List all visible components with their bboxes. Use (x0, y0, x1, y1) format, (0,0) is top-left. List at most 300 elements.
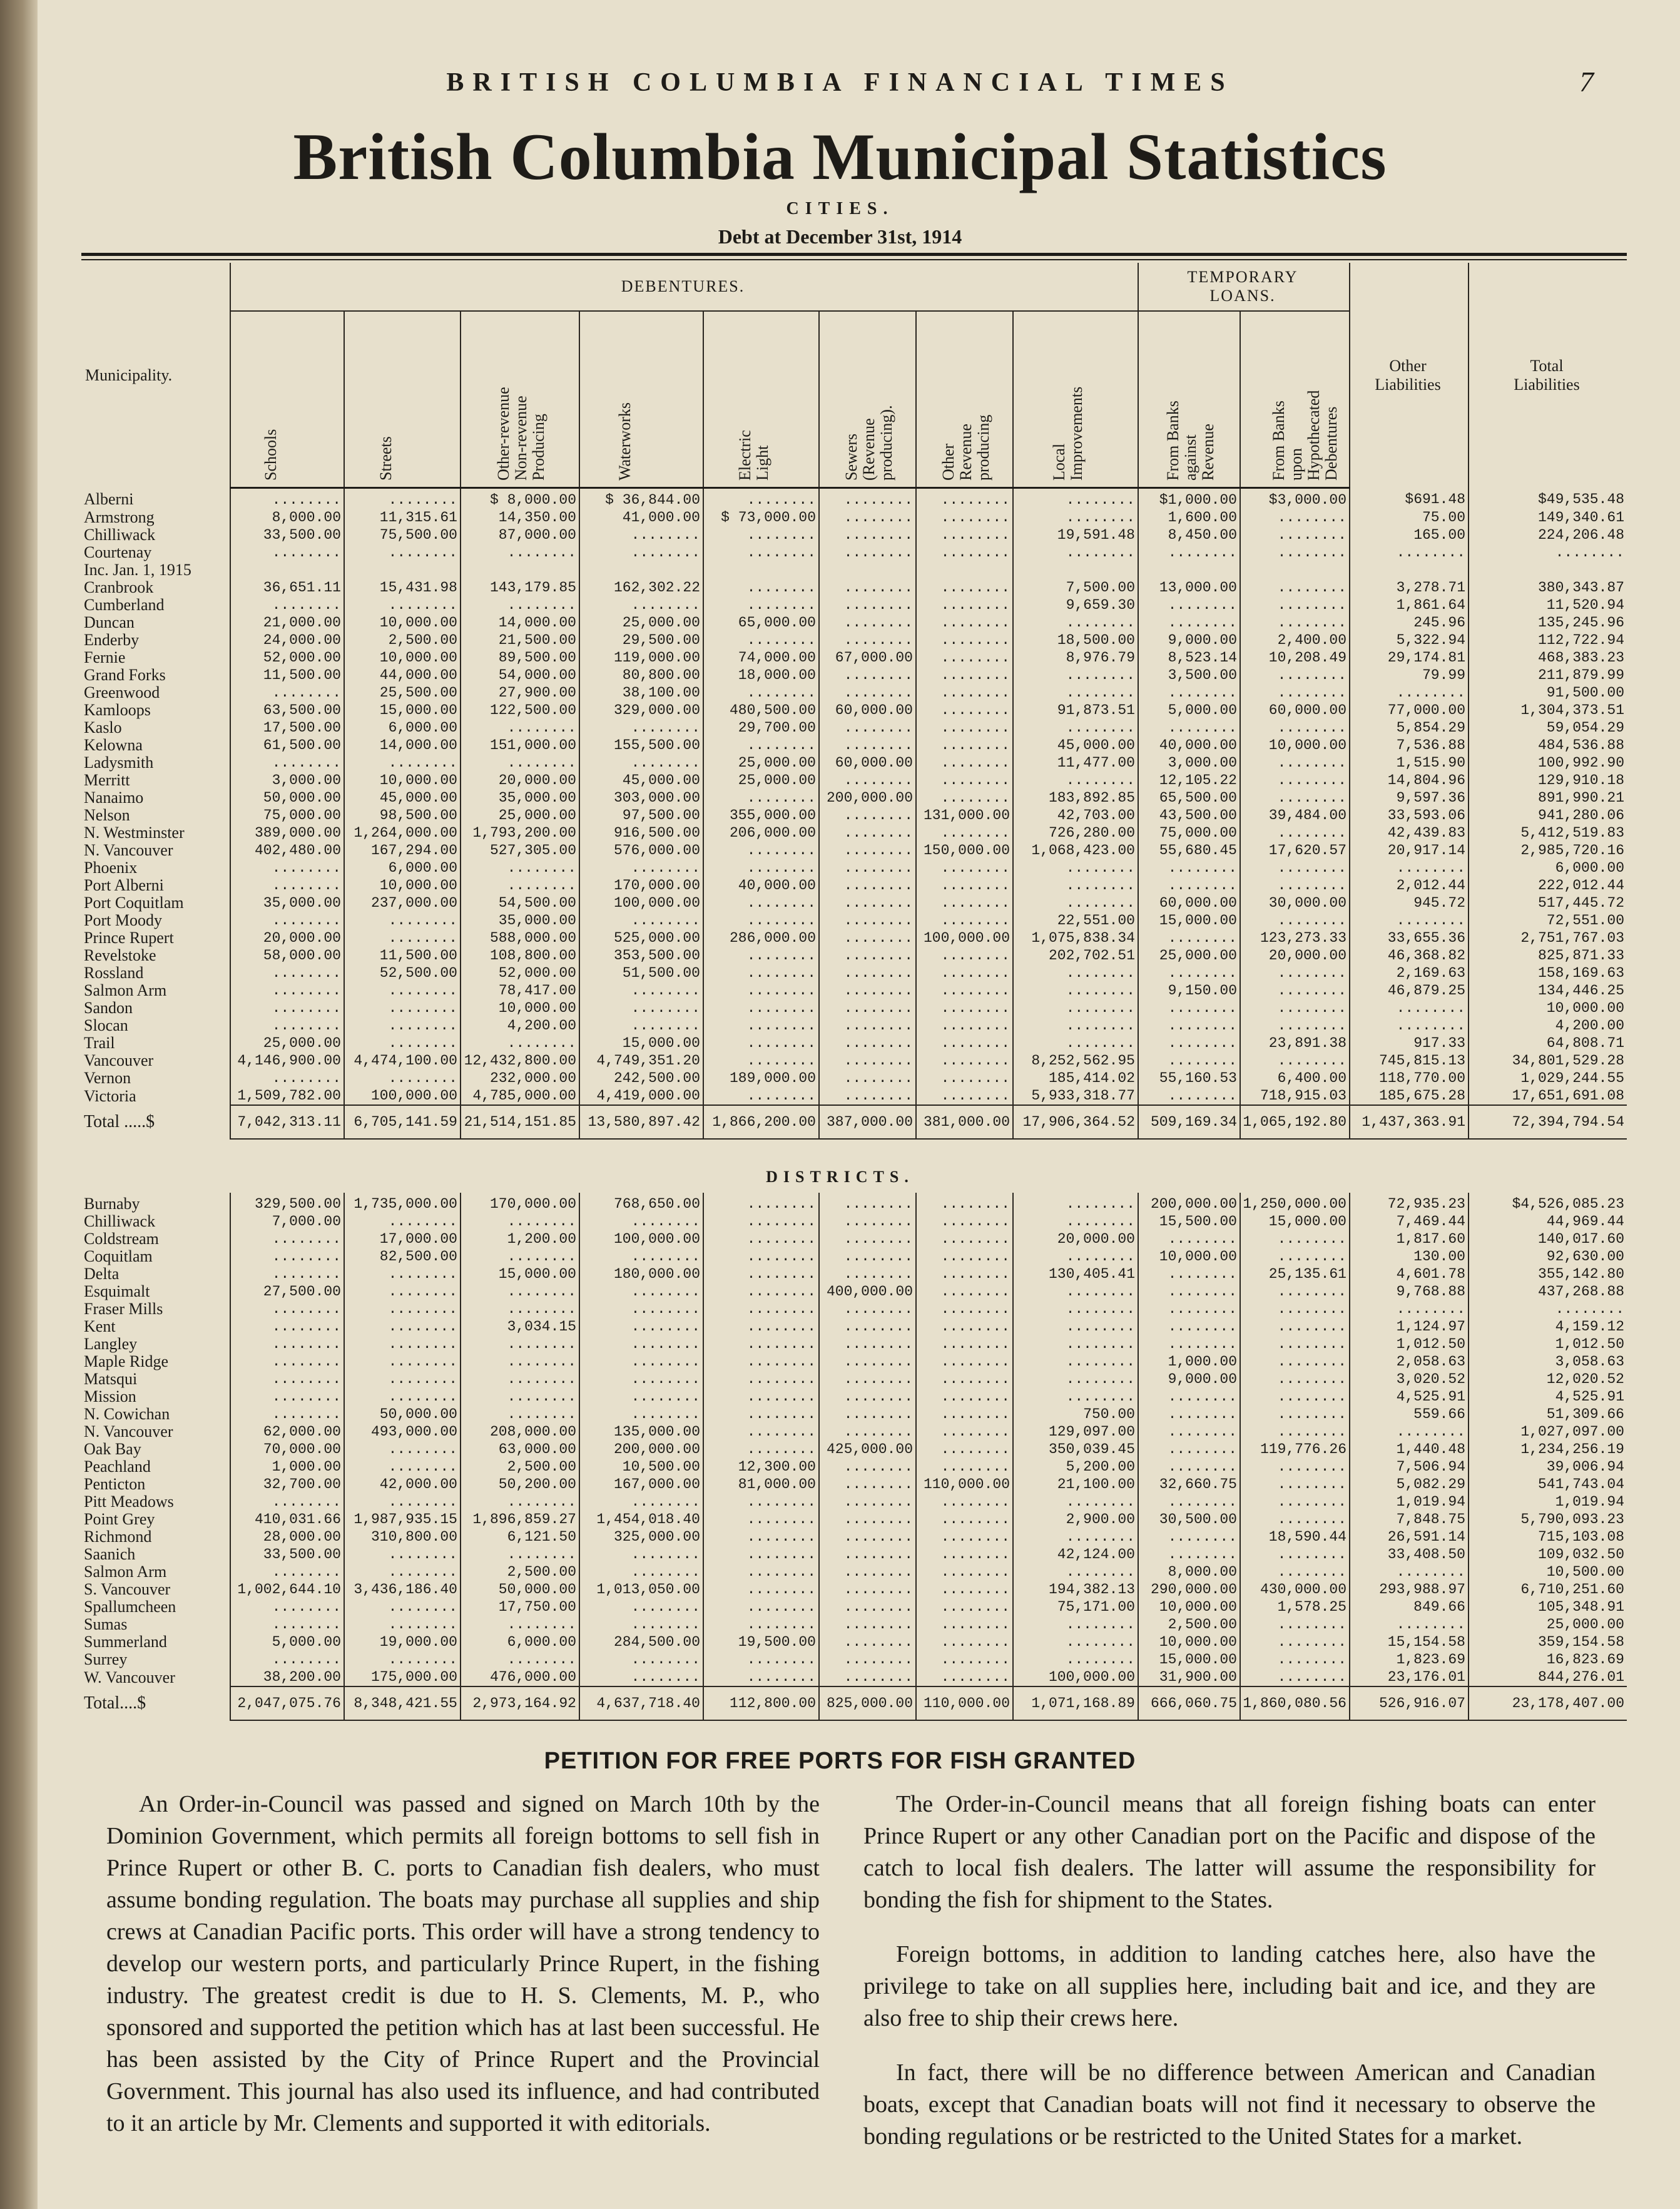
table-cell: 3,500.00 (1138, 666, 1240, 684)
table-cell: 50,200.00 (461, 1476, 579, 1493)
table-cell: ........ (916, 1493, 1013, 1511)
table-cell: 15,000.00 (1138, 912, 1240, 929)
table-cell: ........ (230, 859, 344, 877)
municipality-name: Chilliwack (84, 1213, 156, 1230)
table-cell: ........ (461, 1388, 579, 1405)
table-cell: ........ (916, 1300, 1013, 1318)
table-cell: ........ (579, 859, 703, 877)
table-cell: 355,142.80 (1469, 1265, 1627, 1283)
table-cell: ........ (703, 1248, 819, 1265)
table-cell: 410,031.66 (230, 1511, 344, 1528)
total-cell: 2,973,164.92 (461, 1686, 579, 1720)
table-cell: ........ (579, 1318, 703, 1335)
table-cell: $ 36,844.00 (579, 488, 703, 509)
table-cell: ........ (916, 1651, 1013, 1668)
temporary-loans-group-header: TEMPORARY LOANS. (1138, 263, 1350, 311)
table-cell: ........ (819, 1546, 916, 1563)
total-row (81, 1105, 1627, 1139)
total-label: Total....$ (84, 1693, 146, 1713)
total-cell: 7,042,313.11 (230, 1105, 344, 1139)
table-cell: 5,790,093.23 (1469, 1511, 1627, 1528)
table-cell: 206,000.00 (703, 824, 819, 842)
municipality-name: Coquitlam (84, 1248, 153, 1265)
table-cell: 245.96 (1350, 614, 1469, 631)
column-header-streets: Streets (344, 311, 461, 488)
municipality-name: Saanich (84, 1546, 136, 1563)
municipality-name: Nanaimo (84, 789, 144, 807)
table-cell: ........ (916, 1563, 1013, 1581)
table-cell: 52,500.00 (344, 964, 461, 982)
table-cell: 1,440.48 (1350, 1441, 1469, 1458)
table-cell: 118,770.00 (1350, 1069, 1469, 1087)
table-cell: ........ (1240, 1493, 1350, 1511)
table-cell: ........ (344, 912, 461, 929)
table-cell: 430,000.00 (1240, 1581, 1350, 1598)
table-cell (1138, 561, 1240, 579)
table-cell (230, 561, 344, 579)
table-cell: ........ (1240, 1388, 1350, 1405)
table-cell: 849.66 (1350, 1598, 1469, 1616)
table-cell: ........ (230, 596, 344, 614)
table-cell: 16,823.69 (1469, 1651, 1627, 1668)
table-cell: ........ (916, 1017, 1013, 1034)
table-cell: 180,000.00 (579, 1265, 703, 1283)
table-cell: ........ (703, 1193, 819, 1213)
table-cell: 3,000.00 (230, 772, 344, 789)
table-cell (819, 561, 916, 579)
table-cell: ........ (819, 964, 916, 982)
table-cell: ........ (1013, 1528, 1138, 1546)
municipality-name: Nelson (84, 807, 130, 824)
table-cell: ........ (1240, 1283, 1350, 1300)
municipality-name: Kamloops (84, 701, 151, 719)
total-cell: 1,065,192.80 (1240, 1105, 1350, 1139)
table-cell: ........ (344, 982, 461, 999)
table-cell: 541,743.04 (1469, 1476, 1627, 1493)
table-cell: ........ (819, 1248, 916, 1265)
table-cell: 527,305.00 (461, 842, 579, 859)
table-cell: 3,034.15 (461, 1318, 579, 1335)
table-cell: 242,500.00 (579, 1069, 703, 1087)
table-cell: ........ (230, 488, 344, 509)
municipality-name: Sandon (84, 999, 133, 1017)
table-cell: 917.33 (1350, 1034, 1469, 1052)
table-cell: ........ (230, 999, 344, 1017)
table-cell: 1,304,373.51 (1469, 701, 1627, 719)
table-cell: 25,000.00 (579, 614, 703, 631)
table-cell: ........ (703, 912, 819, 929)
table-row (81, 1265, 1627, 1283)
table-cell: ........ (1138, 859, 1240, 877)
table-cell: 17,620.57 (1240, 842, 1350, 859)
table-cell: 65,000.00 (703, 614, 819, 631)
table-cell: ........ (703, 1616, 819, 1633)
municipality-name: Victoria (84, 1087, 136, 1105)
table-cell: ........ (819, 719, 916, 737)
table-cell: 81,000.00 (703, 1476, 819, 1493)
table-cell: ........ (1350, 912, 1469, 929)
table-row (81, 947, 1627, 964)
municipality-name: Matsqui (84, 1370, 138, 1388)
table-cell (1240, 561, 1350, 579)
table-cell: ........ (819, 1511, 916, 1528)
table-cell: 58,000.00 (230, 947, 344, 964)
table-row (81, 1441, 1627, 1458)
table-cell: ........ (703, 579, 819, 596)
table-cell: ........ (344, 1283, 461, 1300)
table-cell: ........ (819, 1476, 916, 1493)
table-cell: 303,000.00 (579, 789, 703, 807)
table-cell: ........ (916, 877, 1013, 894)
table-cell: 4,419,000.00 (579, 1087, 703, 1105)
table-cell: ........ (344, 1335, 461, 1353)
table-row (81, 1458, 1627, 1476)
table-cell: ........ (1013, 1017, 1138, 1034)
table-row (81, 824, 1627, 842)
table-cell: ........ (344, 1493, 461, 1511)
table-cell: ........ (344, 1318, 461, 1335)
table-cell: ........ (344, 544, 461, 561)
table-cell: ........ (703, 1213, 819, 1230)
table-cell: 2,500.00 (461, 1563, 579, 1581)
table-cell: 45,000.00 (579, 772, 703, 789)
table-cell: 286,000.00 (703, 929, 819, 947)
table-cell: 15,154.58 (1350, 1633, 1469, 1651)
table-cell: ........ (916, 526, 1013, 544)
table-row (81, 999, 1627, 1017)
table-cell: 167,294.00 (344, 842, 461, 859)
table-cell: ........ (703, 1265, 819, 1283)
table-cell: 17,651,691.08 (1469, 1087, 1627, 1105)
table-cell: 402,480.00 (230, 842, 344, 859)
table-cell: 32,660.75 (1138, 1476, 1240, 1493)
table-cell: ........ (703, 1563, 819, 1581)
table-cell: 5,000.00 (1138, 701, 1240, 719)
table-cell: 3,020.52 (1350, 1370, 1469, 1388)
table-cell: 4,525.91 (1350, 1388, 1469, 1405)
table-cell: 31,900.00 (1138, 1668, 1240, 1686)
table-row (81, 1034, 1627, 1052)
table-cell: 10,000.00 (344, 877, 461, 894)
table-cell: 20,000.00 (1013, 1230, 1138, 1248)
table-cell: ........ (1013, 859, 1138, 877)
table-cell: ........ (916, 982, 1013, 999)
table-cell: 559.66 (1350, 1405, 1469, 1423)
table-cell: 129,910.18 (1469, 772, 1627, 789)
municipality-name: Prince Rupert (84, 929, 174, 947)
table-cell: 1,515.90 (1350, 754, 1469, 772)
table-row (81, 649, 1627, 666)
table-cell: ........ (230, 1651, 344, 1668)
table-row (81, 1651, 1627, 1668)
table-cell: ........ (916, 1318, 1013, 1335)
table-cell: 1,250,000.00 (1240, 1193, 1350, 1213)
table-cell: ........ (579, 1370, 703, 1388)
table-row (81, 1213, 1627, 1230)
article-paragraph: Foreign bottoms, in addition to landing catches here, also have the privilege to take on all supplies here, including bait and ice, and they are also free to ship their crews here. (863, 1941, 1596, 2031)
table-cell: 54,000.00 (461, 666, 579, 684)
table-cell: 4,200.00 (1469, 1017, 1627, 1034)
table-cell: ........ (1013, 1388, 1138, 1405)
table-cell: ........ (579, 1283, 703, 1300)
table-cell: $1,000.00 (1138, 488, 1240, 509)
table-cell: ........ (1013, 1283, 1138, 1300)
table-cell: ........ (1013, 1193, 1138, 1213)
table-cell: ........ (344, 1651, 461, 1668)
table-cell: ........ (1240, 772, 1350, 789)
table-cell: 1,075,838.34 (1013, 929, 1138, 947)
table-cell: 4,601.78 (1350, 1265, 1469, 1283)
table-cell: 60,000.00 (819, 701, 916, 719)
table-row (81, 964, 1627, 982)
table-cell: 400,000.00 (819, 1283, 916, 1300)
section-subtitle: CITIES. (786, 199, 894, 218)
table-cell: 9,597.36 (1350, 789, 1469, 807)
table-cell: ........ (1240, 754, 1350, 772)
table-row (81, 894, 1627, 912)
table-cell: 30,500.00 (1138, 1511, 1240, 1528)
table-cell: ........ (1350, 859, 1469, 877)
table-cell: 10,500.00 (1469, 1563, 1627, 1581)
running-head: BRITISH COLUMBIA FINANCIAL TIMES (446, 68, 1234, 97)
total-cell: 110,000.00 (916, 1686, 1013, 1720)
table-cell: 33,500.00 (230, 1546, 344, 1563)
municipality-name: Kelowna (84, 737, 143, 754)
table-cell: 3,278.71 (1350, 579, 1469, 596)
table-cell: ........ (916, 666, 1013, 684)
municipality-name: Spallumcheen (84, 1598, 176, 1616)
table-row (81, 631, 1627, 649)
table-cell: ........ (916, 824, 1013, 842)
table-cell: ........ (916, 912, 1013, 929)
table-cell: ........ (1240, 999, 1350, 1017)
table-cell: 55,680.45 (1138, 842, 1240, 859)
table-cell: 6,400.00 (1240, 1069, 1350, 1087)
table-cell: ........ (916, 1405, 1013, 1423)
table-row (81, 614, 1627, 631)
table-cell: 1,012.50 (1469, 1335, 1627, 1353)
table-cell: ........ (1240, 1458, 1350, 1476)
table-cell: 4,525.91 (1469, 1388, 1627, 1405)
table-cell: ........ (461, 1546, 579, 1563)
table-cell: 14,350.00 (461, 509, 579, 526)
table-cell: $3,000.00 (1240, 488, 1350, 509)
table-cell (1469, 561, 1627, 579)
municipality-name: Surrey (84, 1651, 128, 1668)
table-cell: 5,200.00 (1013, 1458, 1138, 1476)
table-cell: ........ (1013, 1353, 1138, 1370)
table-cell: 33,593.06 (1350, 807, 1469, 824)
table-cell: ........ (579, 719, 703, 737)
table-cell: ........ (703, 789, 819, 807)
table-cell: 23,891.38 (1240, 1034, 1350, 1052)
table-cell: ........ (703, 1017, 819, 1034)
table-cell: 35,000.00 (461, 912, 579, 929)
table-cell: ........ (1013, 1563, 1138, 1581)
table-cell: 25,000.00 (230, 1034, 344, 1052)
table-cell: ........ (916, 719, 1013, 737)
table-cell: 25,000.00 (461, 807, 579, 824)
table-cell: 79.99 (1350, 666, 1469, 684)
table-cell: 11,500.00 (344, 947, 461, 964)
table-cell: 8,976.79 (1013, 649, 1138, 666)
table-cell: $ 73,000.00 (703, 509, 819, 526)
table-cell: 15,431.98 (344, 579, 461, 596)
table-cell: ........ (1013, 544, 1138, 561)
table-cell: 1,454,018.40 (579, 1511, 703, 1528)
table-cell: ........ (230, 1598, 344, 1616)
table-cell: ........ (579, 1213, 703, 1230)
table-cell: 52,000.00 (230, 649, 344, 666)
municipality-name: Delta (84, 1265, 120, 1283)
table-cell: 100,000.00 (1013, 1668, 1138, 1686)
table-cell: 72,935.23 (1350, 1193, 1469, 1213)
table-cell: ........ (344, 1017, 461, 1034)
table-cell: ........ (461, 1370, 579, 1388)
table-cell: 50,000.00 (344, 1405, 461, 1423)
table-cell: ........ (1138, 1423, 1240, 1441)
municipality-name: Richmond (84, 1528, 152, 1546)
table-cell: 130.00 (1350, 1248, 1469, 1265)
total-cell: 825,000.00 (819, 1686, 916, 1720)
table-cell: ........ (916, 1668, 1013, 1686)
table-cell: 119,000.00 (579, 649, 703, 666)
table-cell: ........ (579, 999, 703, 1017)
table-cell: ........ (819, 1528, 916, 1546)
table-cell: ........ (344, 1353, 461, 1370)
municipality-name: N. Cowichan (84, 1405, 170, 1423)
table-cell: ........ (703, 631, 819, 649)
table-cell: ........ (819, 772, 916, 789)
table-cell: 715,103.08 (1469, 1528, 1627, 1546)
table-row (81, 1563, 1627, 1581)
table-cell: ........ (1013, 684, 1138, 701)
table-cell: ........ (1240, 1423, 1350, 1441)
table-cell: ........ (344, 1370, 461, 1388)
table-cell: ........ (1240, 859, 1350, 877)
table-cell: ........ (579, 544, 703, 561)
table-cell: ........ (230, 912, 344, 929)
total-row (81, 1686, 1627, 1720)
table-cell: 38,200.00 (230, 1668, 344, 1686)
column-header-total-liabilities: Total Liabilities (1469, 263, 1627, 488)
table-cell: 189,000.00 (703, 1069, 819, 1087)
debt-date: Debt at December 31st, 1914 (718, 225, 962, 248)
municipality-name: Esquimalt (84, 1283, 150, 1300)
table-cell: 143,179.85 (461, 579, 579, 596)
table-cell: 7,536.88 (1350, 737, 1469, 754)
table-cell: ........ (703, 859, 819, 877)
table-cell: ........ (579, 912, 703, 929)
table-cell: ........ (230, 1616, 344, 1633)
table-row (81, 1668, 1627, 1686)
table-cell: 1,019.94 (1469, 1493, 1627, 1511)
table-cell: 23,176.01 (1350, 1668, 1469, 1686)
table-cell: 329,000.00 (579, 701, 703, 719)
table-cell: ........ (1013, 614, 1138, 631)
table-cell: 1,987,935.15 (344, 1511, 461, 1528)
table-cell: ........ (819, 1493, 916, 1511)
table-cell: $4,526,085.23 (1469, 1193, 1627, 1213)
table-cell: ........ (230, 754, 344, 772)
total-label: Total .....$ (84, 1112, 155, 1131)
table-cell: 7,000.00 (230, 1213, 344, 1230)
table-cell: 33,655.36 (1350, 929, 1469, 947)
municipality-name: Port Alberni (84, 877, 164, 894)
table-cell: ........ (819, 1370, 916, 1388)
table-cell: ........ (1240, 824, 1350, 842)
table-row (81, 1087, 1627, 1105)
table-cell: 87,000.00 (461, 526, 579, 544)
table-cell: 135,000.00 (579, 1423, 703, 1441)
table-cell: 10,208.49 (1240, 649, 1350, 666)
column-header-waterworks: Waterworks (579, 311, 703, 488)
table-row (81, 509, 1627, 526)
table-row (81, 596, 1627, 614)
table-row (81, 1017, 1627, 1034)
total-cell: 509,169.34 (1138, 1105, 1240, 1139)
table-cell: 61,500.00 (230, 737, 344, 754)
municipality-name: Phoenix (84, 859, 138, 877)
table-row (81, 772, 1627, 789)
table-cell: ........ (1138, 1528, 1240, 1546)
table-cell: ........ (1469, 1300, 1627, 1318)
table-cell: 1,068,423.00 (1013, 842, 1138, 859)
table-cell: ........ (344, 754, 461, 772)
table-cell: ........ (819, 1300, 916, 1318)
table-cell: ........ (916, 754, 1013, 772)
table-cell: ........ (230, 1353, 344, 1370)
table-cell: ........ (1138, 596, 1240, 614)
table-cell: ........ (344, 1563, 461, 1581)
table-cell: 149,340.61 (1469, 509, 1627, 526)
table-cell: 222,012.44 (1469, 877, 1627, 894)
table-cell: 2,985,720.16 (1469, 842, 1627, 859)
table-cell: ........ (579, 1017, 703, 1034)
table-cell: ........ (819, 737, 916, 754)
municipality-name: Enderby (84, 631, 140, 649)
table-cell: 123,273.33 (1240, 929, 1350, 947)
table-cell: ........ (703, 1388, 819, 1405)
municipality-name: Point Grey (84, 1511, 155, 1528)
table-cell: 105,348.91 (1469, 1598, 1627, 1616)
table-cell (916, 561, 1013, 579)
table-cell: ........ (1138, 614, 1240, 631)
table-cell: ........ (344, 488, 461, 509)
municipality-name: Cumberland (84, 596, 165, 614)
table-cell: 91,873.51 (1013, 701, 1138, 719)
top-rule (81, 253, 1627, 256)
table-cell: 11,315.61 (344, 509, 461, 526)
municipality-name: Ladysmith (84, 754, 154, 772)
table-cell: ........ (230, 1370, 344, 1388)
municipality-name: S. Vancouver (84, 1581, 171, 1598)
table-cell: 480,500.00 (703, 701, 819, 719)
table-cell: 5,412,519.83 (1469, 824, 1627, 842)
table-cell: 100,000.00 (916, 929, 1013, 947)
table-cell: ........ (916, 1213, 1013, 1230)
table-cell: 185,414.02 (1013, 1069, 1138, 1087)
article-paragraph: An Order-in-Council was passed and signed on March 10th by the Dominion Government, which permits all foreign bottoms to sell fish in Prince Rupert or other B. C. ports to Canadian fish dealers, who must assume bonding regulation. The boats may purchase all supplies and ship crews at Canadian Pacific ports. This order will have a strong tendency to develop our western ports, and particularly Prince Rupert, in the fishing industry. The greatest credit is due to H. S. Clements, M. P., who sponsored and supported the petition which has at last been successful. He has been assisted by the City of Prince Rupert and the Provincial Government. This journal has also used its influence, and had contributed to it an article by Mr. Clements and supported it with editorials. (106, 1791, 820, 2136)
districts-statistics-table (81, 1193, 1627, 1721)
table-cell: 80,800.00 (579, 666, 703, 684)
table-cell: ........ (461, 859, 579, 877)
table-cell: ........ (461, 1651, 579, 1668)
table-cell: ........ (1240, 789, 1350, 807)
table-cell: 51,500.00 (579, 964, 703, 982)
table-row (81, 789, 1627, 807)
table-cell: ........ (1240, 877, 1350, 894)
